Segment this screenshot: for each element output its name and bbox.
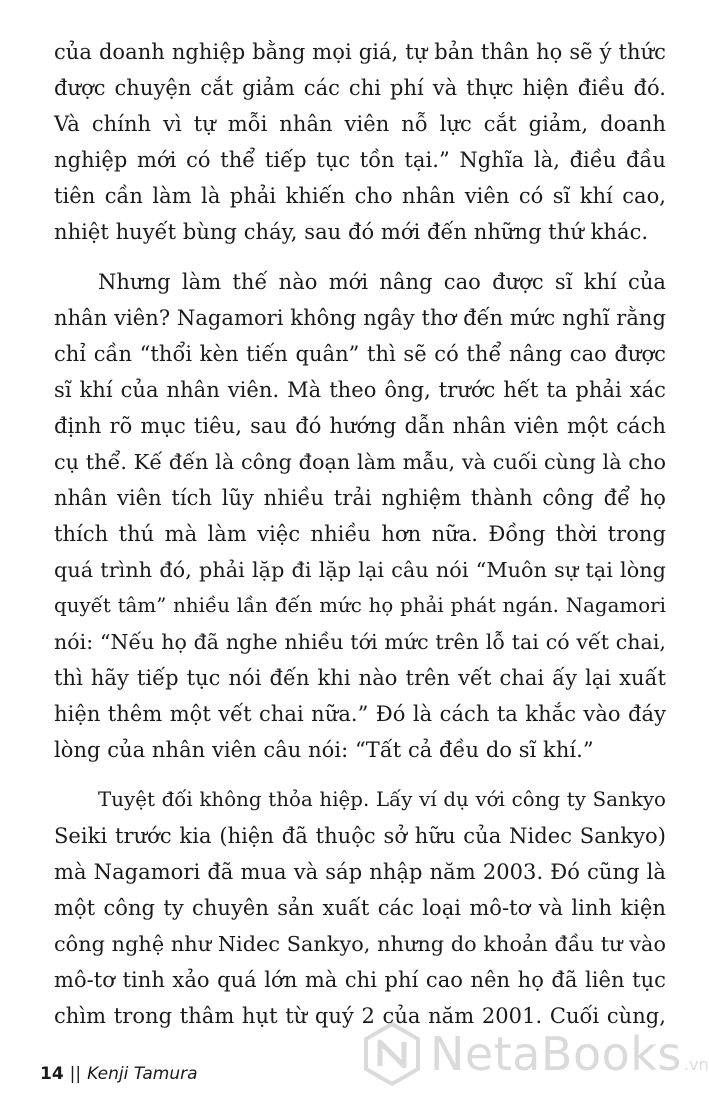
text-line: của doanh nghiệp bằng mọi giá, tự bản thân họ sẽ ý thức: [54, 40, 666, 64]
text-line: định rõ mục tiêu, sau đó hướng dẫn nhân viên một cách: [54, 414, 666, 438]
text-line: nghiệp mới có thể tiếp tục tồn tại.” Nghĩa là, điều đầu: [54, 148, 666, 172]
text-line: chỉ cần “thổi kèn tiến quân” thì sẽ có thể nâng cao được: [54, 342, 666, 366]
text-line: thích thú mà làm việc nhiều hơn nữa. Đồng thời trong: [54, 522, 666, 546]
text-line: cụ thể. Kế đến là công đoạn làm mẫu, và cuối cùng là cho: [54, 450, 666, 474]
text-line: mô-tơ tinh xảo quá lớn mà chi phí cao nên họ đã liên tục: [54, 968, 666, 992]
text-line: được chuyện cắt giảm các chi phí và thực hiện điều đó.: [54, 76, 666, 100]
footer-separator: ||: [69, 1064, 82, 1084]
text-line: nói: “Nếu họ đã nghe nhiều tới mức trên lỗ tai có vết chai,: [54, 630, 666, 654]
paragraph: [54, 264, 666, 768]
page-footer: [40, 1064, 198, 1084]
text-line: quyết tâm” nhiều lần đến mức họ phải phát ngán. Nagamori: [54, 594, 666, 617]
text-line: nhân viên tích lũy nhiều trải nghiệm thành công để họ: [54, 486, 666, 510]
text-line: chìm trong thâm hụt từ quý 2 của năm 2001. Cuối cùng,: [54, 1004, 666, 1028]
text-line: tiên cần làm là phải khiến cho nhân viên có sĩ khí cao,: [54, 184, 666, 208]
text-line: thì hãy tiếp tục nói đến khi nào trên vết chai ấy lại xuất: [54, 666, 666, 690]
paragraph: [54, 782, 666, 1034]
text-line: một công ty chuyên sản xuất các loại mô-tơ và linh kiện: [54, 896, 666, 920]
text-line: sĩ khí của nhân viên. Mà theo ông, trước hết ta phải xác: [54, 378, 666, 402]
text-line: mà Nagamori đã mua và sáp nhập năm 2003. Đó cũng là: [54, 860, 666, 884]
text-line: lòng của nhân viên câu nói: “Tất cả đều do sĩ khí.”: [54, 738, 594, 762]
watermark: [360, 1022, 709, 1086]
text-line: nhiệt huyết bùng cháy, sau đó mới đến những thứ khác.: [54, 220, 649, 244]
page-number: 14: [40, 1064, 64, 1084]
body-text: [54, 34, 666, 1034]
text-line: công nghệ như Nidec Sankyo, nhưng do khoản đầu tư vào: [54, 932, 666, 956]
author-name: Kenji Tamura: [87, 1064, 198, 1084]
text-line: hiện thêm một vết chai nữa.” Đó là cách ta khắc vào đáy: [54, 702, 666, 726]
text-line: Nhưng làm thế nào mới nâng cao được sĩ khí của: [98, 270, 666, 294]
text-line: quá trình đó, phải lặp đi lặp lại câu nói “Muôn sự tại lòng: [54, 558, 666, 582]
paragraph-gap: [54, 768, 666, 782]
text-line: Và chính vì tự mỗi nhân viên nỗ lực cắt giảm, doanh: [54, 112, 666, 136]
watermark-suffix: .vn: [683, 1055, 709, 1074]
paragraph-gap: [54, 250, 666, 264]
text-line: nhân viên? Nagamori không ngây thơ đến mức nghĩ rằng: [54, 306, 666, 330]
text-line: Tuyệt đối không thỏa hiệp. Lấy ví dụ với công ty Sankyo: [98, 788, 666, 811]
paragraph: [54, 34, 666, 250]
netabooks-logo-icon: [360, 1022, 424, 1086]
watermark-text: NetaBooks: [430, 1027, 682, 1081]
text-line: Seiki trước kia (hiện đã thuộc sở hữu của Nidec Sankyo): [54, 824, 666, 848]
